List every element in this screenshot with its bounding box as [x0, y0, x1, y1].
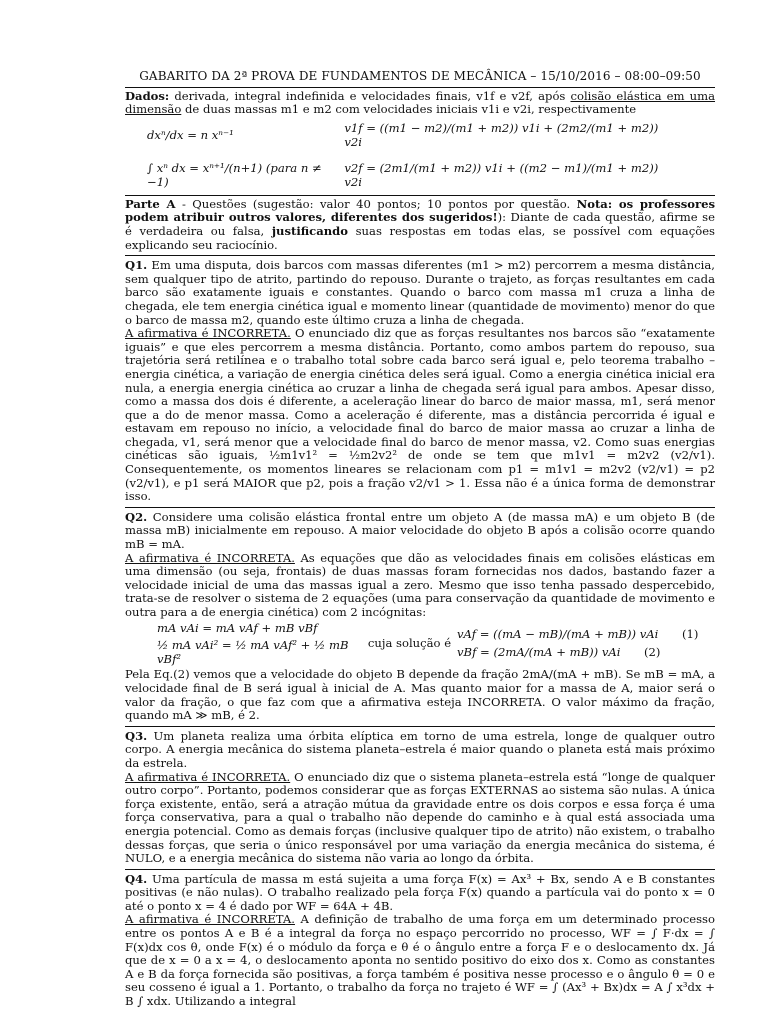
dados-text-a: derivada, integral indefinida e velocidades finais, v1f e v2f, após: [174, 88, 566, 103]
question-4: [125, 873, 715, 1009]
question-3: [125, 730, 715, 866]
q3-answer-paragraph: [125, 771, 715, 866]
dados-underlined: colisão elástica em uma dimensão: [125, 88, 716, 117]
parte-a-text-c: suas respostas em todas elas, se possível com equações explicando seu raciocínio.: [125, 223, 716, 252]
q1-answer: O enunciado diz que as forças resultantes nos barcos são “exatamente iguais” e que eles percorrem a mesma distância. Portanto, como ambos partem do repouso, sua trajetória será retilínea e o trabalho total sobre cada barco será igual e, pelo teorema trabalho – energia cinética, a variação de energia cinética deles será igual. Como a energia cinética inicial era nula, a energia energia cinética ao cruzar a linha de chegada será igual para ambos. Apesar disso, como a massa dos dois é diferente, a aceleração linear do barco de maior massa, m1, será menor que a do de menor massa. Como a aceleração é diferente, mas a distância percorrida é igual e estavam em repouso no início, a velocidade final do barco de maior massa ao cruzar a linha de chegada, v1, será menor que a velocidade final do barco de menor massa, v2. Como suas energias cinéticas são iguais, ½m1v1² = ½m2v2² de onde se tem que m1v1 = m2v2 (v2/v1). Consequentemente, os momentos lineares se relacionam com p1 = m1v1 = m2v2 (v2/v1) = p2 (v2/v1), e p1 será MAIOR que p2, pois a fração v2/v1 > 1. Essa não é a única forma de demonstrar isso.: [125, 326, 715, 504]
dados-paragraph: [125, 90, 715, 117]
q2-equation-system: [125, 622, 715, 667]
q2-eq-left-2: ½ mA vAi² = ½ mA vAf² + ½ mB vBf²: [157, 638, 349, 666]
q2-eq-num-2: (2): [644, 644, 661, 659]
q2-eq-right-2: vBf = (2mA/(mA + mB)) vAi: [457, 644, 621, 659]
q1-verdict: A afirmativa é INCORRETA.: [125, 326, 291, 341]
q2-verdict: A afirmativa é INCORRETA.: [125, 550, 295, 565]
parte-a-text-a: - Questões (sugestão: valor 40 pontos; 10 pontos por questão.: [175, 196, 571, 211]
q1-answer-paragraph: [125, 327, 715, 504]
divider: [125, 507, 715, 508]
q3-answer: O enunciado diz que o sistema planeta–estrela está “longe de qualquer outro corpo”. Portanto, podemos considerar que as forças EXTERNAS ao sistema são nulas. A única força existente, então, será a atração mútua da gravidade entre os dois corpos e essa força é uma força conservativa, para a qual o trabalho não depende do caminho e à qual está associada uma energia potencial. Como as demais forças (inclusive qualquer tipo de atrito) não existem, o trabalho dessas forças, que seria o único responsável por uma variação da energia mecânica do sistema, é NULO, e a energia mecânica do sistema não varia ao longo da órbita.: [125, 769, 715, 866]
parte-a-just: justificando: [271, 223, 349, 238]
document-page: [125, 70, 715, 1009]
dados-label: Dados:: [125, 88, 170, 103]
divider: [125, 726, 715, 727]
divider: [125, 255, 715, 256]
q3-statement: Um planeta realiza uma órbita elíptica em torno de uma estrela, longe de qualquer outro corpo. A energia mecânica do sistema planeta–estrela é maior quando o planeta está mais próximo da estrela.: [125, 728, 715, 770]
dados-formulas: [125, 119, 715, 193]
q2-statement: Considere uma colisão elástica frontal entre um objeto A (de massa mA) e um objeto B (de massa mB) inicialmente em repouso. A maior velocidade do objeto B após a colisão ocorre quando mB = mA.: [125, 509, 715, 552]
q4-verdict: A afirmativa é INCORRETA.: [125, 912, 295, 927]
q3-statement-paragraph: [125, 730, 715, 771]
parte-a-nota: Nota: os professores podem atribuir outros valores, diferentes dos sugeridos!: [125, 196, 716, 225]
q3-verdict: A afirmativa é INCORRETA.: [125, 769, 291, 784]
q2-eq-left-1: mA vAi = mA vAf + mB vBf: [157, 620, 318, 635]
formula-v2f: v2f = (2m1/(m1 + m2)) v1i + ((m2 − m1)/(m1 + m2)) v2i: [344, 161, 659, 189]
q3-label: Q3.: [125, 728, 148, 743]
q2-answer-paragraph: [125, 552, 715, 620]
q2-statement-paragraph: [125, 511, 715, 552]
formula-derivative: dxⁿ/dx = n xⁿ⁻¹: [147, 127, 234, 142]
q4-answer-paragraph: [125, 913, 715, 1008]
parte-a-text-b: ): Diante de cada questão, afirme se é verdadeira ou falsa,: [125, 210, 715, 238]
q2-eq-middle: cuja solução é: [367, 636, 452, 651]
page-title: GABARITO DA 2ª PROVA DE FUNDAMENTOS DE MECÂNICA – 15/10/2016 – 08:00–09:50: [139, 69, 701, 83]
q4-label: Q4.: [125, 871, 148, 886]
q2-label: Q2.: [125, 509, 148, 524]
q4-statement-paragraph: [125, 873, 715, 914]
q4-statement: Uma partícula de massa m está sujeita a uma força F(x) = Ax³ + Bx, sendo A e B constantes positivas (e não nulas). O trabalho realizado pela força F(x) quando a partícula vai do ponto x = 0 até o ponto x = 4 é dado por WF = 64A + 4B.: [125, 871, 715, 913]
q4-answer: A definição de trabalho de uma força em um determinado processo entre os pontos A e B é a integral da força no espaço percorrido no processo, WF = ∫ F·dx = ∫ F(x)dx cos θ, onde F(x) é o módulo da força e θ é o ângulo entre a força F e o deslocamento dx. Já que de x = 0 a x = 4, o deslocamento aponta no sentido positivo do eixo dos x. Como as constantes A e B da força fornecida são positivas, a força também é positiva nesse processo e o ângulo θ = 0 e seu cosseno é igual a 1. Portanto, o trabalho da força no trajeto é WF = ∫ (Ax³ + Bx)dx = A ∫ x³dx + B ∫ xdx. Utilizando a integral: [125, 912, 715, 1009]
title-divider: [125, 87, 715, 88]
question-1: [125, 259, 715, 504]
q2-eq-num-1: (1): [681, 627, 699, 642]
parte-a-paragraph: [125, 198, 715, 252]
q2-answer-b: Pela Eq.(2) vemos que a velocidade do objeto B depende da fração 2mA/(mA + mB). Se mB = mA, a velocidade final de B será igual à inicial de A. Mas quanto maior for a massa de A, maior será o valor da fração, o que faz com que a afirmativa esteja INCORRETA. O valor máximo da fração, quando mA ≫ mB, é 2.: [125, 667, 715, 723]
q2-answer-a: As equações que dão as velocidades finais em colisões elásticas em uma dimensão (ou seja, frontais) de duas massas foram fornecidas nos dados, bastando fazer a velocidade inicial de uma das massas igual a zero. Mesmo que isso tenha passado despercebido, trata-se de resolver o sistema de 2 equações (uma para conservação da quantidade de movimento e outra para a de energia cinética) com 2 incógnitas:: [125, 550, 715, 619]
divider: [125, 195, 715, 196]
formula-v1f: v1f = ((m1 − m2)/(m1 + m2)) v1i + (2m2/(m1 + m2)) v2i: [344, 121, 659, 149]
q1-statement: Em uma disputa, dois barcos com massas diferentes (m1 > m2) percorrem a mesma distância, sem qualquer tipo de atrito, partindo do repouso. Durante o trajeto, as forças resultantes em cada barco são exatamente iguais e constantes. Quando o barco com massa m1 cruza a linha de chegada, ele tem energia cinética igual e momento linear (quantidade de movimento) menor do que o barco de massa m2, quando este último cruza a linha de chegada.: [125, 258, 715, 327]
q1-label: Q1.: [125, 258, 148, 273]
parte-a-label: Parte A: [125, 196, 176, 211]
question-2: [125, 511, 715, 723]
formula-integral: ∫ xⁿ dx = xⁿ⁺¹/(n+1) (para n ≠ −1): [147, 161, 322, 189]
dados-text-b: de duas massas m1 e m2 com velocidades iniciais v1i e v2i, respectivamente: [184, 102, 637, 117]
divider: [125, 869, 715, 870]
q1-statement-paragraph: [125, 259, 715, 327]
q2-eq-right-1: vAf = ((mA − mB)/(mA + mB)) vAi: [457, 627, 659, 642]
